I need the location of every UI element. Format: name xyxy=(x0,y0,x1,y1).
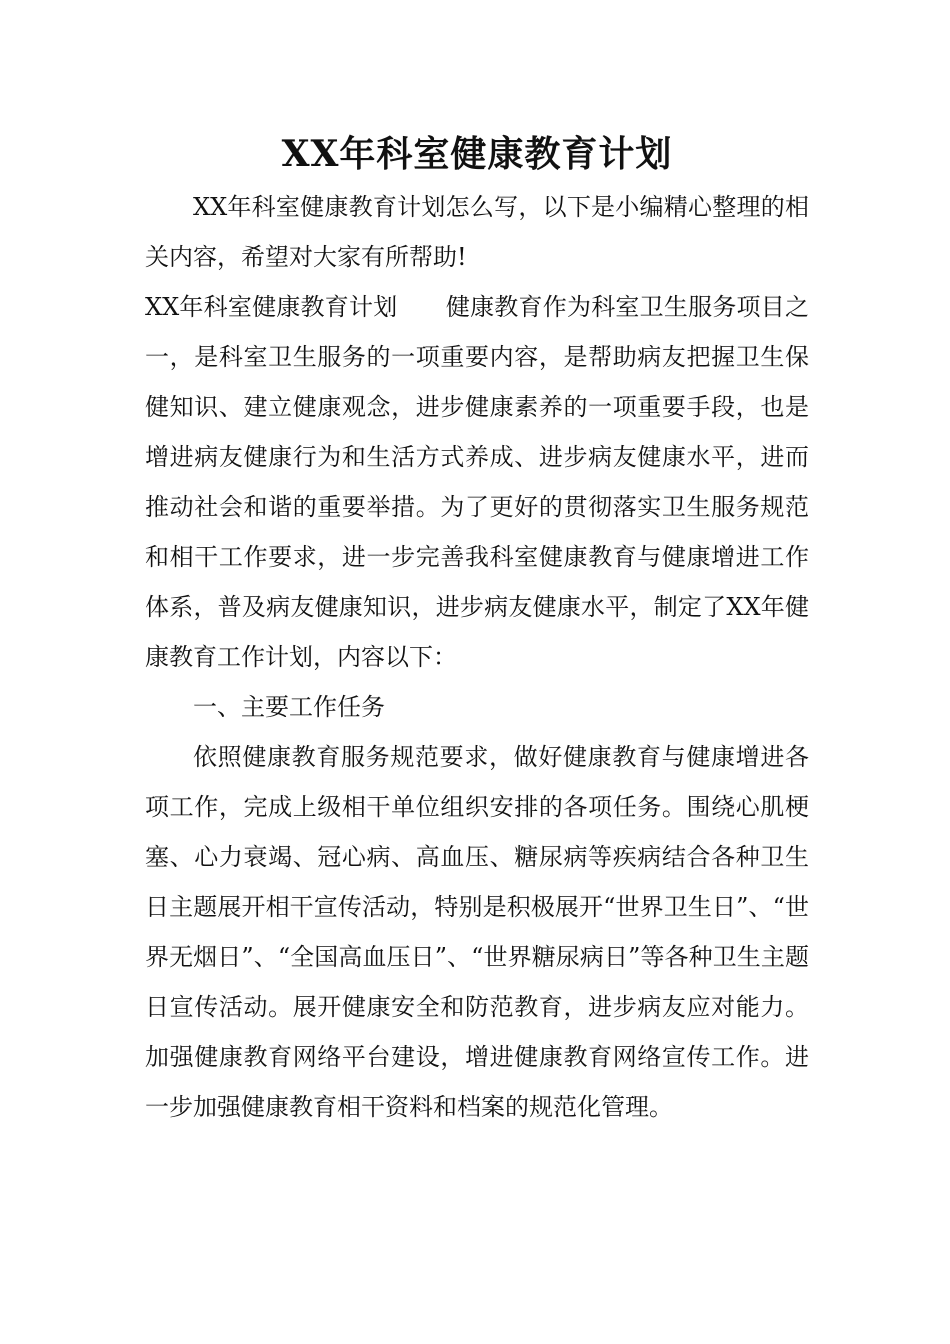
section-heading: 一、主要工作任务 xyxy=(193,693,385,721)
document-page xyxy=(145,128,809,1132)
lead-paragraph: XX年科室健康教育计划 健康教育作为科室卫生服务项目之一，是科室卫生服务的一项重要内容，是帮助病友把握卫生保健知识、建立健康观念，进步健康素养的一项重要手段，也是增进病友健康行为和生活方式养成、进步病友健康水平，进而推动社会和谐的重要举措。为了更好的贯彻落实卫生服务规范和相干工作要求，进一步完善我科室健康教育与健康增进工作体系，普及病友健康知识，进步病友健康水平，制定了XX年健康教育工作计划，内容以下： xyxy=(145,293,809,671)
intro-paragraph: XX年科室健康教育计划怎么写，以下是小编精心整理的相关内容，希望对大家有所帮助! xyxy=(145,193,809,271)
body-paragraph: 依照健康教育服务规范要求，做好健康教育与健康增进各项工作，完成上级相干单位组织安排的各项任务。围绕心肌梗塞、心力衰竭、冠心病、高血压、糖尿病等疾病结合各种卫生日主题展开相干宣传活动，特别是积极展开“世界卫生日”、“世界无烟日”、“全国高血压日”、“世界糖尿病日”等各种卫生主题日宣传活动。展开健康安全和防范教育，进步病友应对能力。加强健康教育网络平台建设，增进健康教育网络宣传工作。进一步加强健康教育相干资料和档案的规范化管理。 xyxy=(145,743,809,1121)
document-title: XX年科室健康教育计划 xyxy=(281,133,673,175)
